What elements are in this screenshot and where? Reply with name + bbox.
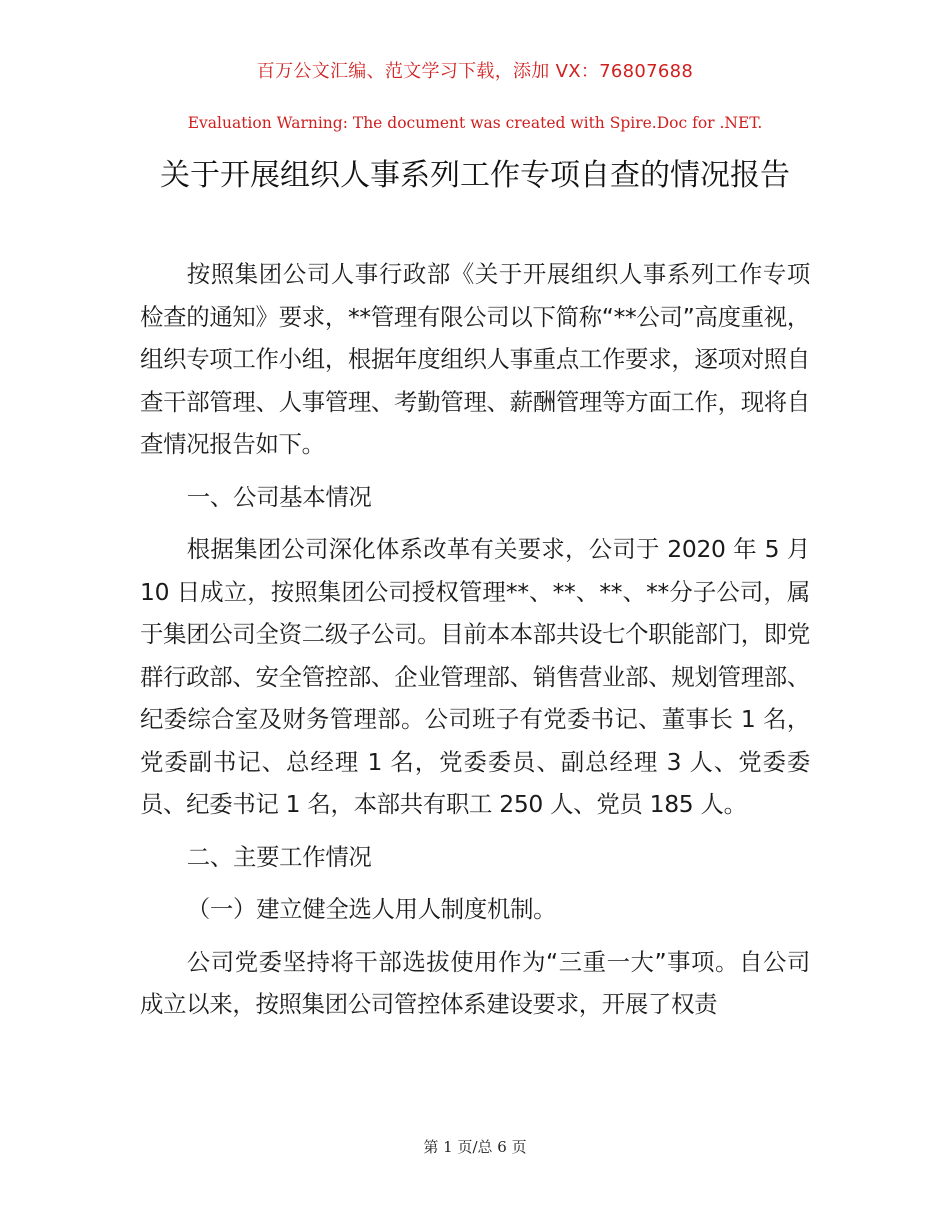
basic-info-paragraph: 根据集团公司深化体系改革有关要求，公司于 2020 年 5 月 10 日成立，按照集团公司授权管理**、**、**、**分子公司，属于集团公司全资二级子公司。目前本本部共设七个职能部门，即党群行政部、安全管控部、企业管理部、销售营业部、规划管理部、纪委综合室及财务管理部。公司班子有党委书记、董事长 1 名，党委副书记、总经理 1 名，党委委员、副总经理 3 人、党委委员、纪委书记 1 名，本部共有职工 250 人、党员 185 人。 (140, 535, 810, 818)
evaluation-warning: Evaluation Warning: The document was created with Spire.Doc for .NET. (187, 114, 763, 132)
intro-paragraph: 按照集团公司人事行政部《关于开展组织人事系列工作专项检查的通知》要求，**管理有限公司以下简称“**公司”高度重视，组织专项工作小组，根据年度组织人事重点工作要求，逐项对照自查干部管理、人事管理、考勤管理、薪酬管理等方面工作，现将自查情况报告如下。 (140, 260, 810, 458)
section-heading-main-work: 二、主要工作情况 (186, 842, 372, 871)
section-heading-basic-info: 一、公司基本情况 (186, 482, 372, 511)
document-title: 关于开展组织人事系列工作专项自查的情况报告 (160, 158, 790, 193)
document-body (140, 253, 810, 1026)
header-banner: 百万公文汇编、范文学习下载，添加 VX：76807688 (256, 61, 694, 82)
page-number: 第 1 页/总 6 页 (423, 1138, 527, 1156)
system-paragraph: 公司党委坚持将干部选拔使用作为“三重一大”事项。自公司成立以来，按照集团公司管控体系建设要求，开展了权责 (140, 947, 810, 1018)
subsection-heading-system: （一）建立健全选人用人制度机制。 (186, 895, 557, 923)
